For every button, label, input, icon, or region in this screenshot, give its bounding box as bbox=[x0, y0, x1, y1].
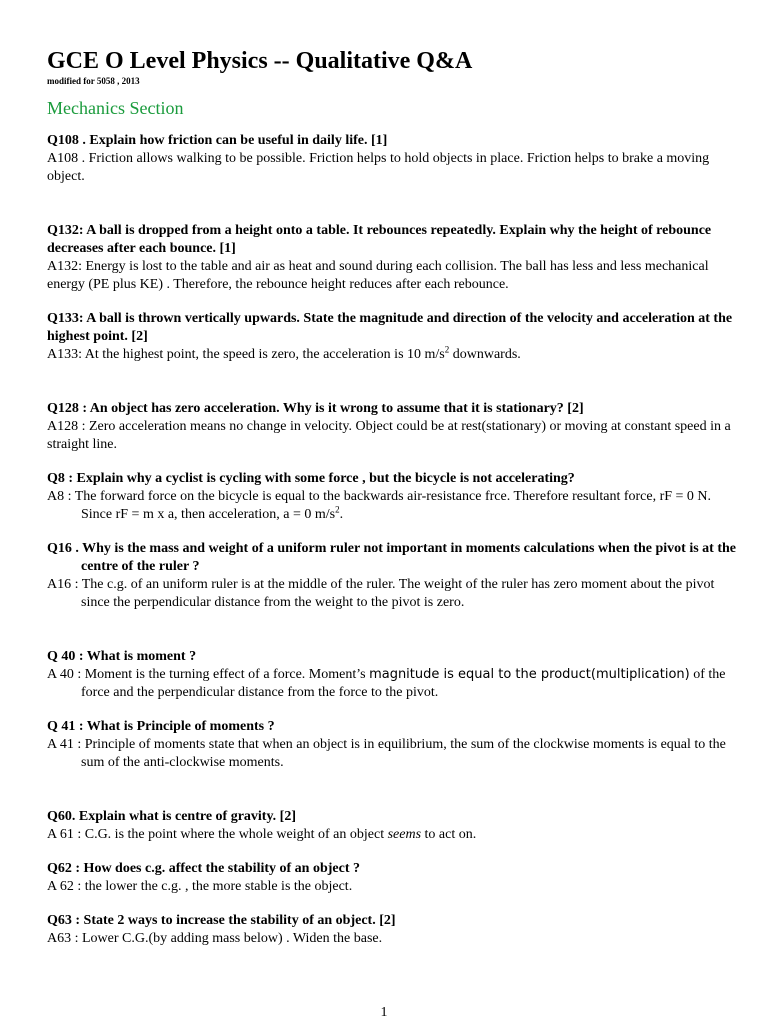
question: Q8 : Explain why a cyclist is cycling with some force , but the bicycle is not accelerating? bbox=[47, 471, 575, 486]
question: Q108 . Explain how friction can be useful in daily life. [1] bbox=[47, 133, 388, 148]
answer bbox=[47, 346, 737, 364]
page-title: GCE O Level Physics -- Qualitative Q&A bbox=[47, 48, 473, 74]
question: Q60. Explain what is centre of gravity. [2] bbox=[47, 809, 297, 824]
answer: A128 : Zero acceleration means no change in velocity. Object could be at rest(stationary) or moving at constant speed in a straight line. bbox=[47, 419, 731, 452]
answer: A 41 : Principle of moments state that when an object is in equilibrium, the sum of the clockwise moments is equal to the sum of the anti-clockwise moments. bbox=[47, 737, 726, 770]
section-heading: Mechanics Section bbox=[47, 98, 184, 118]
question: Q63 : State 2 ways to increase the stability of an object. [2] bbox=[47, 913, 396, 928]
superscript: 2 bbox=[335, 504, 340, 515]
answer-text: A8 : The forward force on the bicycle is equal to the backwards air-resistance frce. Therefore resultant force, rF = 0 N. Since rF = m x a, then acceleration, a = 0 m/s bbox=[47, 489, 712, 522]
answer: A16 : The c.g. of an uniform ruler is at the middle of the ruler. The weight of the ruler has zero moment about the pivot since the perpendicular distance from the weight to the pivot is zero. bbox=[47, 577, 715, 610]
page-subtitle: modified for 5058 , 2013 bbox=[47, 76, 140, 86]
superscript: 2 bbox=[444, 344, 450, 355]
answer-text: . bbox=[339, 507, 344, 522]
answer bbox=[47, 826, 737, 844]
answer: A108 . Friction allows walking to be possible. Friction helps to hold objects in place. Friction helps to brake a moving object. bbox=[47, 151, 710, 184]
answer-text: downwards. bbox=[449, 347, 521, 362]
question: Q 41 : What is Principle of moments ? bbox=[47, 719, 275, 734]
qa-item-q128 bbox=[47, 400, 737, 454]
page-number: 1 bbox=[380, 1005, 388, 1020]
answer-text: A 40 : Moment is the turning effect of a force. Moment’s bbox=[47, 667, 370, 682]
qa-item-q40 bbox=[47, 648, 737, 702]
qa-item-q41 bbox=[47, 718, 737, 772]
qa-item-q133 bbox=[47, 310, 737, 364]
question: Q133: A ball is thrown vertically upwards. State the magnitude and direction of the velocity and acceleration at the highest point. [2] bbox=[47, 311, 733, 344]
question: Q62 : How does c.g. affect the stability of an object ? bbox=[47, 861, 361, 876]
answer-text: magnitude is equal to the product(multiplication) bbox=[369, 667, 690, 682]
qa-item-q63 bbox=[47, 912, 737, 948]
question: Q 40 : What is moment ? bbox=[47, 649, 197, 664]
answer-text: of the force and the perpendicular distance from the force to the pivot. bbox=[81, 667, 726, 700]
answer: A63 : Lower C.G.(by adding mass below) . Widen the base. bbox=[47, 931, 383, 946]
answer bbox=[47, 666, 737, 702]
question: Q128 : An object has zero acceleration. Why is it wrong to assume that it is stationary? [2] bbox=[47, 401, 584, 416]
qa-item-q108 bbox=[47, 132, 737, 186]
answer: A132: Energy is lost to the table and air as heat and sound during each collision. The ball has less and less mechanical energy (PE plus KE) . Therefore, the rebounce height reduces after each rebounce. bbox=[47, 259, 709, 292]
qa-item-q62 bbox=[47, 860, 737, 896]
qa-item-q132 bbox=[47, 222, 737, 294]
question: Q16 . Why is the mass and weight of a uniform ruler not important in moments calculations when the pivot is at the centre of the ruler ? bbox=[47, 541, 737, 574]
question: Q132: A ball is dropped from a height onto a table. It rebounces repeatedly. Explain why the height of rebounce decreases after each bounce. [1] bbox=[47, 223, 712, 256]
qa-item-q16 bbox=[47, 540, 737, 612]
answer: A 62 : the lower the c.g. , the more stable is the object. bbox=[47, 879, 353, 894]
qa-item-q8 bbox=[47, 470, 737, 524]
answer-text: A 61 : C.G. is the point where the whole weight of an object bbox=[47, 827, 388, 842]
emphasis: seems bbox=[387, 827, 422, 842]
answer bbox=[47, 488, 737, 524]
document-page bbox=[47, 46, 737, 948]
answer-text: to act on. bbox=[421, 827, 477, 842]
answer-text: A133: At the highest point, the speed is zero, the acceleration is 10 m/s bbox=[47, 347, 445, 362]
qa-item-q60 bbox=[47, 808, 737, 844]
